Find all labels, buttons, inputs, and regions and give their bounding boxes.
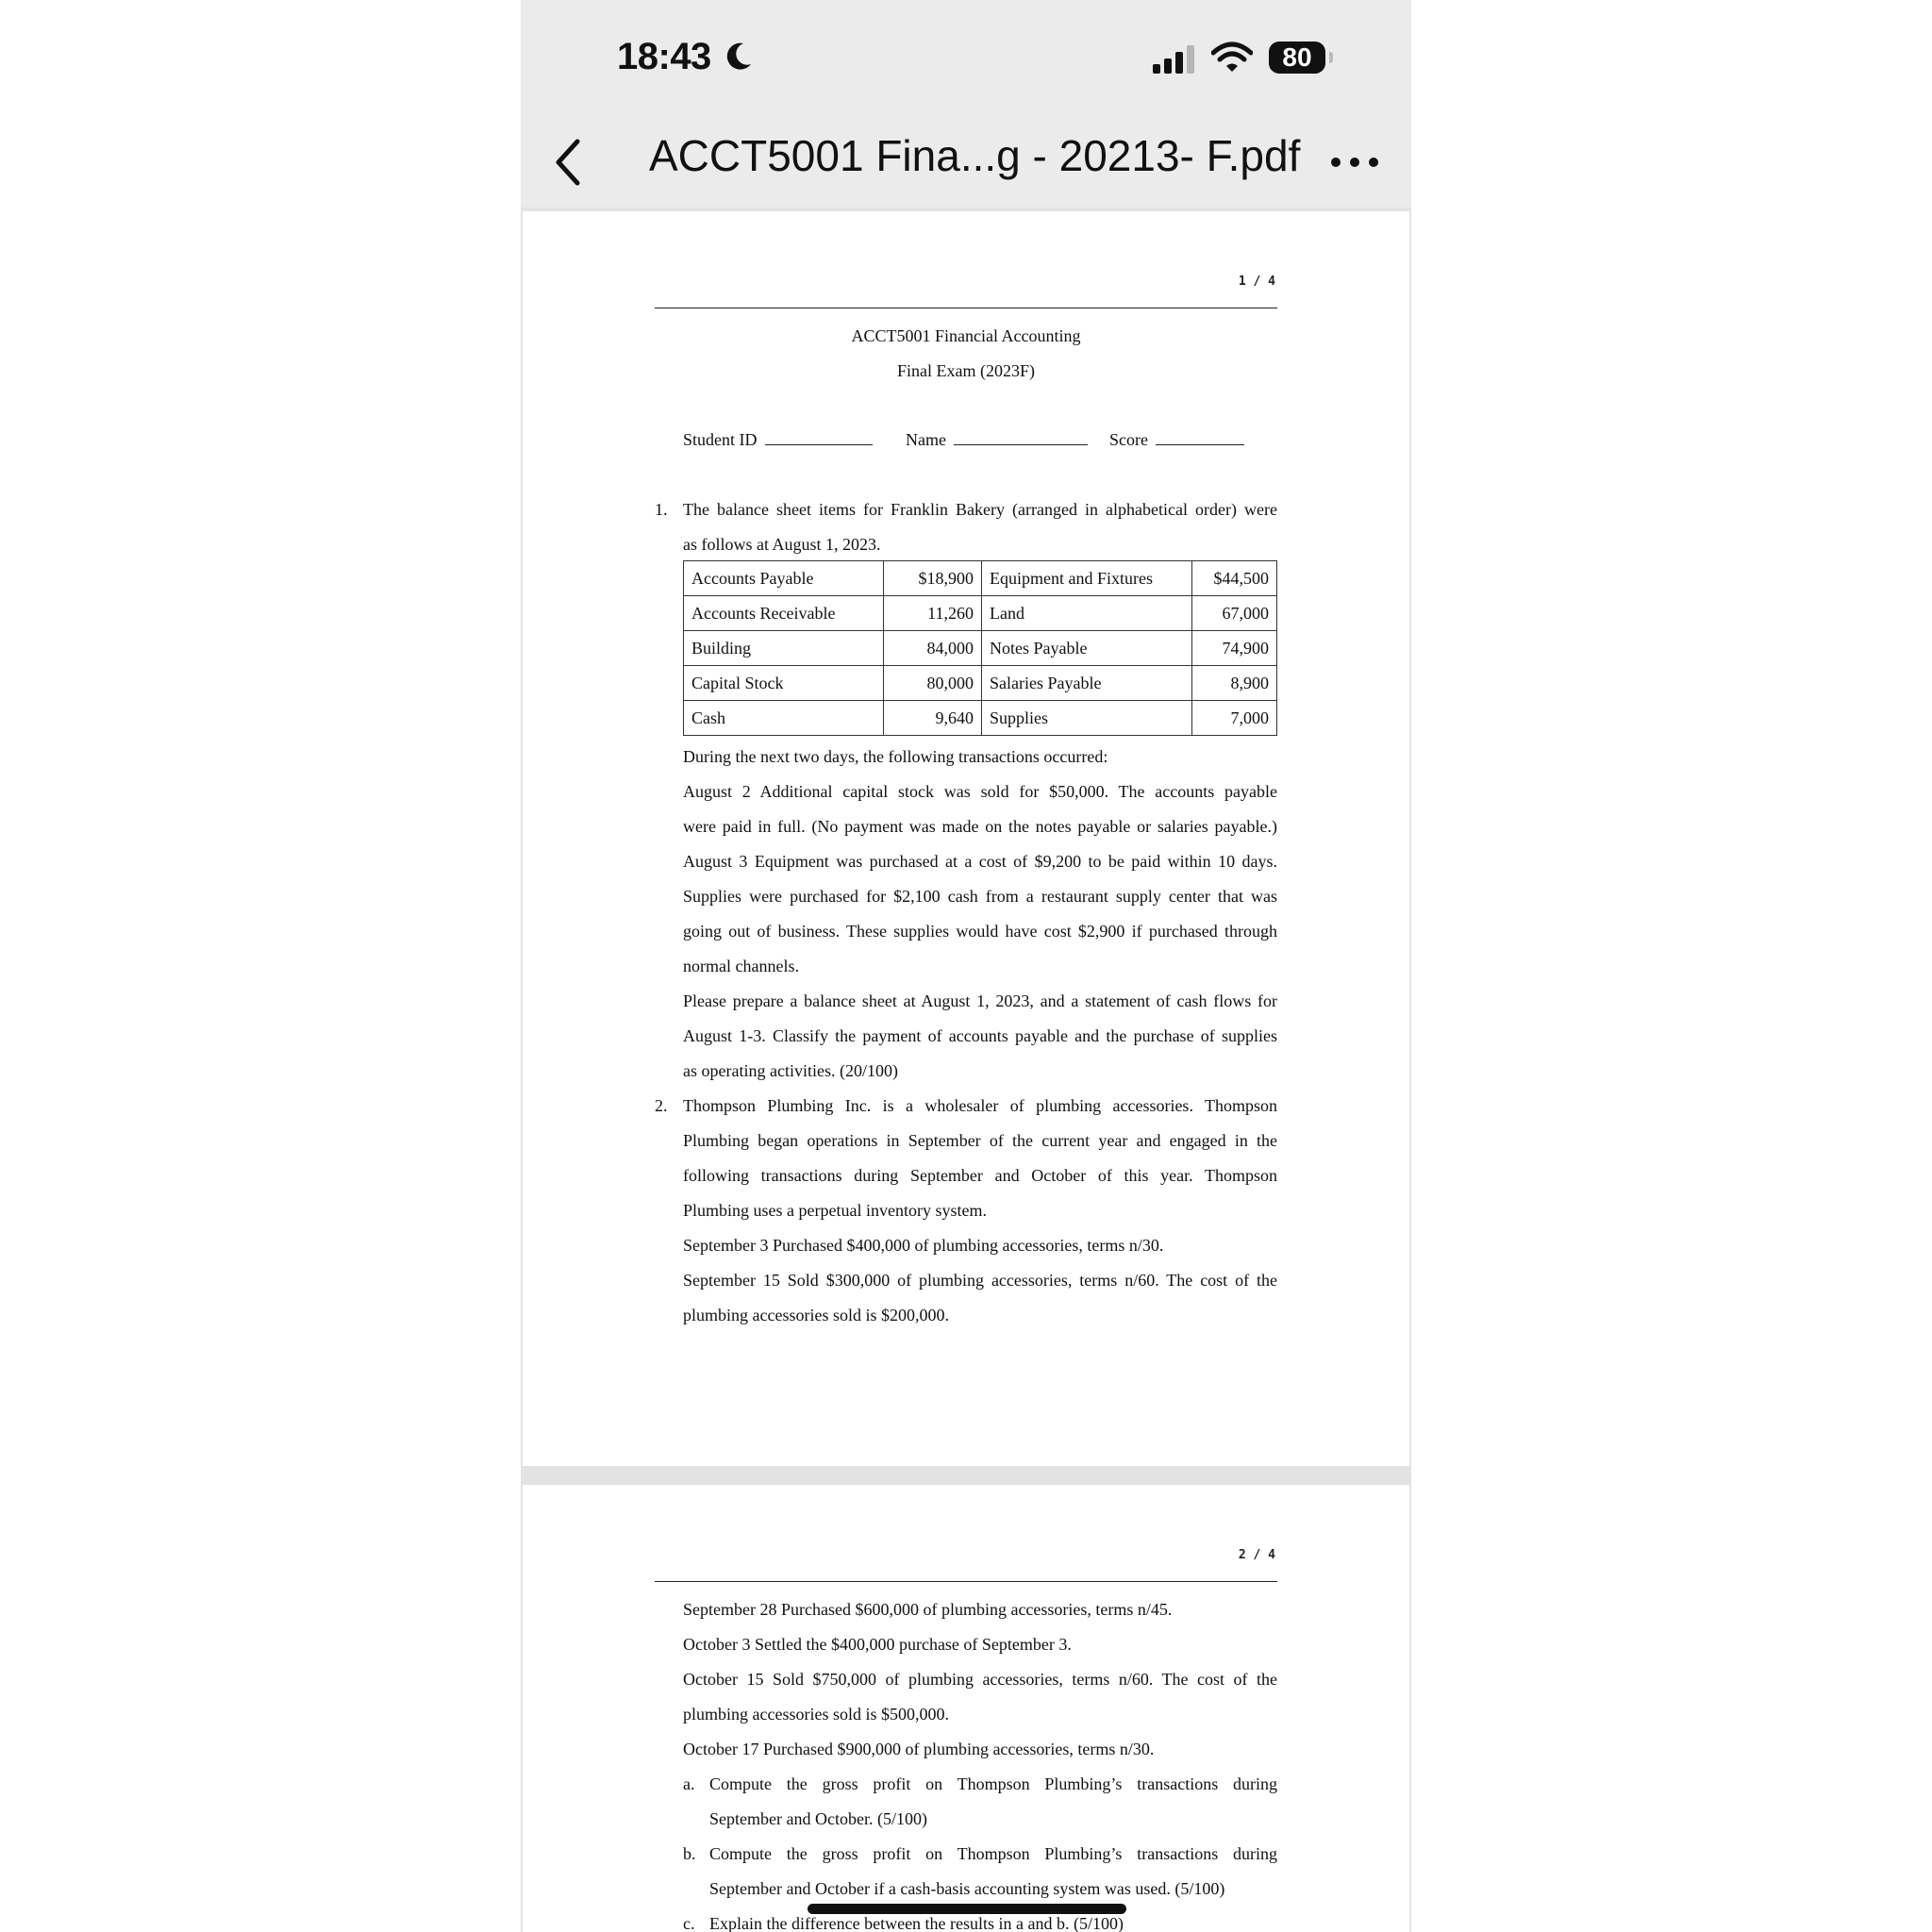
question-1-text: as operating activities. (20/100) <box>683 1061 898 1080</box>
more-options-icon[interactable] <box>1328 153 1381 172</box>
sub-question-text: Compute the gross profit on Thompson Plumbing’s transactions during <box>709 1774 1277 1793</box>
battery-icon: 80 <box>1269 42 1325 74</box>
table-cell: $18,900 <box>884 561 982 596</box>
table-row <box>684 596 1277 631</box>
table-row <box>684 631 1277 666</box>
table-cell: 8,900 <box>1192 666 1277 701</box>
table-row <box>684 561 1277 596</box>
sub-question-label: c. <box>683 1914 695 1932</box>
question-2-text: Plumbing began operations in September of the current year and engaged in the <box>683 1131 1277 1150</box>
sub-question-text: September and October. (5/100) <box>709 1809 927 1828</box>
nav-bar <box>521 121 1411 208</box>
question-1-text: normal channels. <box>683 957 799 975</box>
question-2-text: following transactions during September and October of this year. Thompson <box>683 1166 1277 1185</box>
sub-question-label: a. <box>683 1774 695 1793</box>
sub-question-text: September and October if a cash-basis accounting system was used. (5/100) <box>709 1879 1225 1898</box>
question-1-text: Please prepare a balance sheet at August 1, 2023, and a statement of cash flows for <box>683 991 1277 1010</box>
student-id-field[interactable] <box>683 430 873 450</box>
question-2-text: Thompson Plumbing Inc. is a wholesaler of plumbing accessories. Thompson <box>683 1096 1277 1115</box>
question-1-text: Supplies were purchased for $2,100 cash from a restaurant supply center that was <box>683 887 1277 906</box>
question-2-text: September 15 Sold $300,000 of plumbing accessories, terms n/60. The cost of the <box>683 1271 1277 1290</box>
exam-title: Final Exam (2023F) <box>897 361 1035 380</box>
question-2-text: October 17 Purchased $900,000 of plumbing accessories, terms n/30. <box>683 1740 1155 1758</box>
question-1-text: August 3 Equipment was purchased at a cost of $9,200 to be paid within 10 days. <box>683 852 1277 871</box>
table-cell: $44,500 <box>1192 561 1277 596</box>
student-id-label: Student ID <box>683 430 758 449</box>
sub-question-text: Explain the difference between the results in a and b. (5/100) <box>709 1914 1124 1932</box>
table-cell: 67,000 <box>1192 596 1277 631</box>
wifi-icon <box>1211 42 1253 74</box>
question-1-number: 1. <box>655 500 668 519</box>
sub-question-label: b. <box>683 1844 696 1863</box>
table-cell: Supplies <box>982 701 1192 736</box>
name-label: Name <box>906 430 946 449</box>
question-2-text: September 3 Purchased $400,000 of plumbing accessories, terms n/30. <box>683 1236 1164 1255</box>
table-cell: Cash <box>684 701 884 736</box>
question-2-text: September 28 Purchased $600,000 of plumbing accessories, terms n/45. <box>683 1600 1173 1619</box>
table-cell: Building <box>684 631 884 666</box>
table-cell: Notes Payable <box>982 631 1192 666</box>
question-2-text: Plumbing uses a perpetual inventory system. <box>683 1201 987 1220</box>
question-1-text: August 2 Additional capital stock was sold for $50,000. The accounts payable <box>683 782 1277 801</box>
pdf-viewer[interactable] <box>521 208 1411 1932</box>
back-icon[interactable] <box>549 134 587 191</box>
table-cell: 7,000 <box>1192 701 1277 736</box>
table-row <box>684 666 1277 701</box>
question-1-text: going out of business. These supplies would have cost $2,900 if purchased through <box>683 922 1277 941</box>
table-cell: Accounts Receivable <box>684 596 884 631</box>
table-row <box>684 701 1277 736</box>
table-cell: Equipment and Fixtures <box>982 561 1192 596</box>
name-field[interactable] <box>906 430 1088 450</box>
name-blank <box>954 431 1088 445</box>
table-cell: 74,900 <box>1192 631 1277 666</box>
status-bar <box>521 0 1411 121</box>
question-2-text: plumbing accessories sold is $200,000. <box>683 1306 949 1324</box>
header-rule <box>655 1581 1277 1582</box>
question-2-text: October 3 Settled the $400,000 purchase of September 3. <box>683 1635 1072 1654</box>
table-cell: Land <box>982 596 1192 631</box>
document-title: ACCT5001 Fina...g - 20213- F.pdf <box>649 131 1301 180</box>
balance-sheet-table <box>683 560 1277 736</box>
student-id-blank <box>765 431 873 445</box>
status-time: 18:43 <box>617 36 711 77</box>
table-cell: 9,640 <box>884 701 982 736</box>
moon-icon <box>726 42 753 72</box>
question-1-text: During the next two days, the following transactions occurred: <box>683 747 1108 766</box>
phone-screen <box>521 0 1411 1932</box>
pdf-page-2 <box>523 1485 1409 1932</box>
table-cell: 84,000 <box>884 631 982 666</box>
question-2-number: 2. <box>655 1096 668 1115</box>
question-2-text: plumbing accessories sold is $500,000. <box>683 1705 949 1724</box>
page-number: 1 / 4 <box>1238 275 1275 289</box>
question-1-text: August 1-3. Classify the payment of accounts payable and the purchase of supplies <box>683 1026 1277 1045</box>
score-blank <box>1156 431 1244 445</box>
question-1-text: were paid in full. (No payment was made on the notes payable or salaries payable.) <box>683 817 1277 836</box>
table-cell: Capital Stock <box>684 666 884 701</box>
score-field[interactable] <box>1109 430 1244 450</box>
question-2-text: October 15 Sold $750,000 of plumbing accessories, terms n/60. The cost of the <box>683 1670 1277 1689</box>
table-cell: 80,000 <box>884 666 982 701</box>
question-1-text: as follows at August 1, 2023. <box>683 535 881 554</box>
sub-question-text: Compute the gross profit on Thompson Plumbing’s transactions during <box>709 1844 1277 1863</box>
score-label: Score <box>1109 430 1148 449</box>
table-cell: Accounts Payable <box>684 561 884 596</box>
question-1-text: The balance sheet items for Franklin Bakery (arranged in alphabetical order) were <box>683 500 1277 519</box>
signal-icon <box>1153 45 1196 74</box>
page-number: 2 / 4 <box>1238 1548 1275 1562</box>
course-title: ACCT5001 Financial Accounting <box>851 326 1081 345</box>
pdf-page-1 <box>523 211 1409 1466</box>
home-indicator[interactable] <box>808 1904 1126 1914</box>
table-cell: 11,260 <box>884 596 982 631</box>
battery-nub <box>1329 52 1333 63</box>
table-cell: Salaries Payable <box>982 666 1192 701</box>
